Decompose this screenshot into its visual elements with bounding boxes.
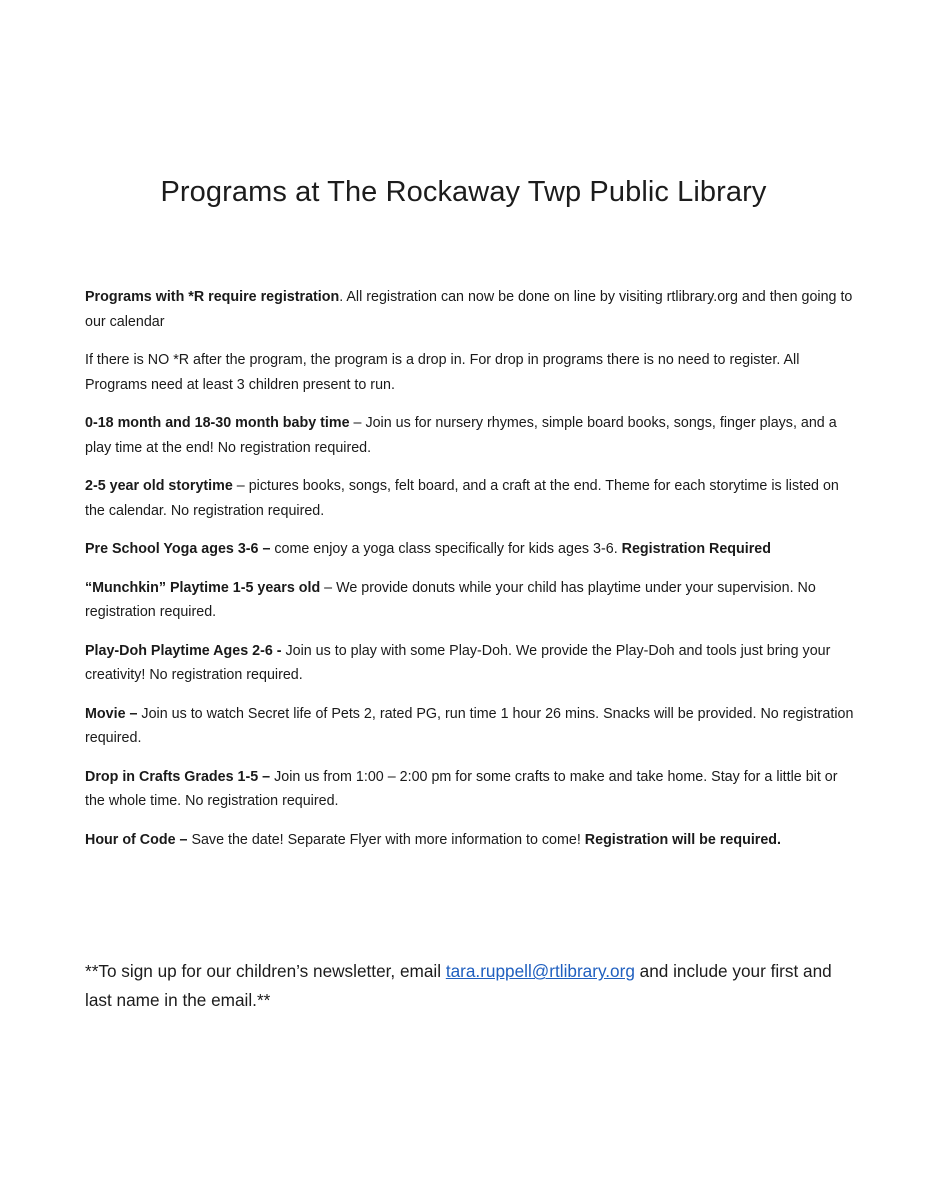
program-description: come enjoy a yoga class specifically for kids ages 3-6. <box>270 541 622 557</box>
program-name: 2-5 year old storytime <box>85 478 233 494</box>
program-list <box>85 285 855 866</box>
program-name: Hour of Code – <box>85 831 188 848</box>
program-hour-of-code <box>85 828 855 853</box>
program-registration-note: Registration will be required. <box>584 831 782 848</box>
program-preschool-yoga <box>85 537 855 562</box>
program-name: 0-18 month and 18-30 month baby time <box>85 415 350 431</box>
program-name: Movie – <box>85 705 138 722</box>
program-movie <box>85 702 855 751</box>
program-munchkin-playtime <box>85 576 855 625</box>
program-storytime <box>85 474 855 523</box>
program-name: “Munchkin” Playtime 1-5 years old <box>85 579 321 596</box>
program-description: Join us to play with some Play-Doh. We provide the Play-Doh and tools just bring your creativity! No registration required. <box>85 642 831 683</box>
program-drop-in-crafts <box>85 765 855 814</box>
newsletter-text-before: **To sign up for our children’s newsletter, email <box>85 961 446 982</box>
drop-in-note: If there is NO *R after the program, the program is a drop in. For drop in programs there is no need to register. All Programs need at least 3 children present to run. <box>85 352 800 393</box>
newsletter-signup <box>85 957 845 1015</box>
program-description: – Join us for nursery rhymes, simple board books, songs, finger plays, and a play time at the end! No registration required. <box>85 415 837 456</box>
page-title: Programs at The Rockaway Twp Public Library <box>160 176 767 208</box>
program-description: Join us from 1:00 – 2:00 pm for some crafts to make and take home. Stay for a little bit or the whole time. No registration required. <box>85 768 838 809</box>
program-registration-note: Registration Required <box>621 541 771 557</box>
program-description: Save the date! Separate Flyer with more information to come! <box>187 831 585 848</box>
registration-intro-bold: Programs with *R require registration <box>85 289 340 305</box>
program-description: – pictures books, songs, felt board, and a craft at the end. Theme for each storytime is listed on the calendar. No registration required. <box>85 478 839 519</box>
program-play-doh <box>85 639 855 688</box>
newsletter-text-after: and include your first and last name in the email.** <box>85 961 832 1011</box>
program-name: Pre School Yoga ages 3-6 – <box>85 541 271 557</box>
newsletter-email-link[interactable]: tara.ruppell@rtlibrary.org <box>445 961 635 982</box>
program-description: – We provide donuts while your child has playtime under your supervision. No registration required. <box>85 579 816 620</box>
registration-intro-text: . All registration can now be done on line by visiting rtlibrary.org and then going to our calendar <box>85 289 853 330</box>
registration-intro <box>85 285 855 334</box>
program-name: Play-Doh Playtime Ages 2-6 - <box>85 642 282 659</box>
program-baby-time <box>85 411 855 460</box>
program-description: Join us to watch Secret life of Pets 2, rated PG, run time 1 hour 26 mins. Snacks will be provided. No registration required. <box>85 705 854 746</box>
program-name: Drop in Crafts Grades 1-5 – <box>85 768 271 785</box>
